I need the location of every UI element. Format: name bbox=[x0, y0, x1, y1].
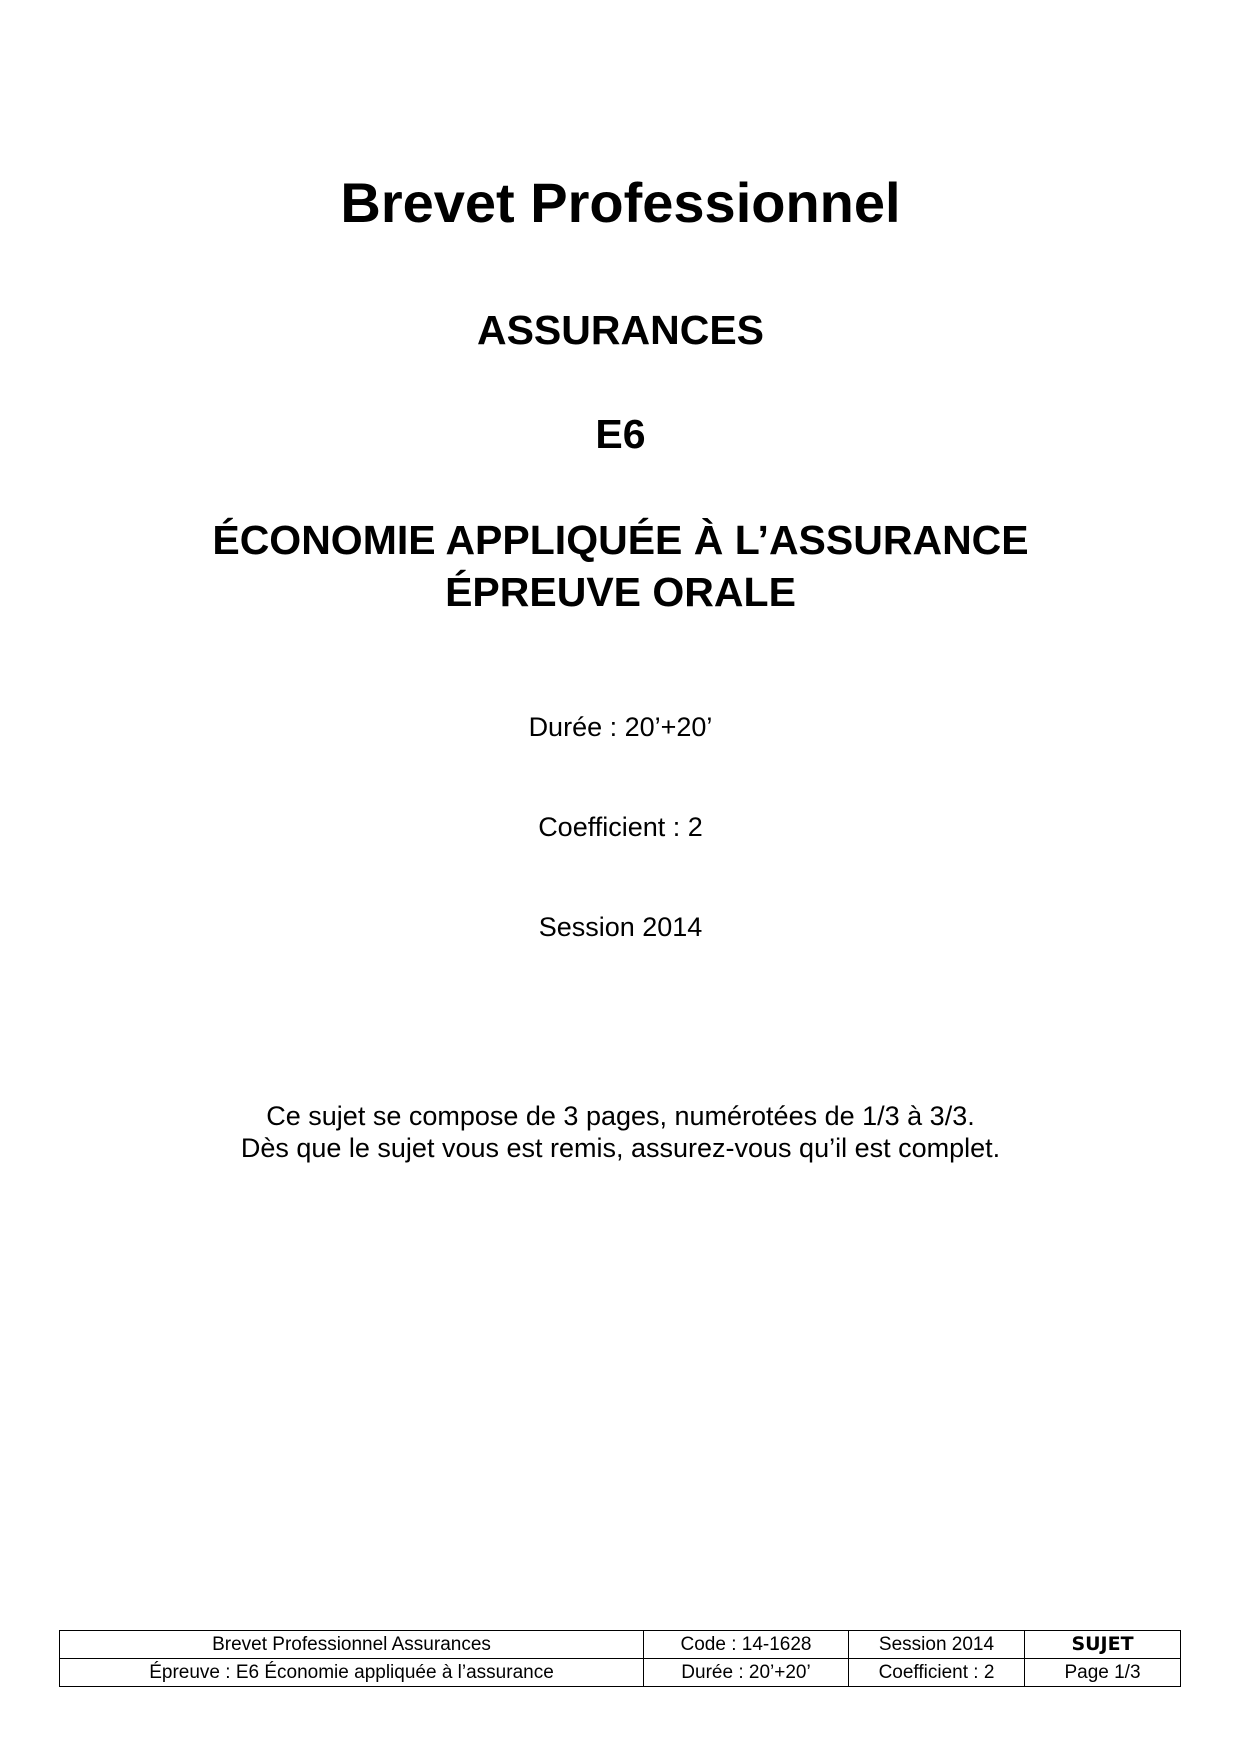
document-title: Brevet Professionnel bbox=[340, 171, 901, 234]
exam-heading bbox=[0, 514, 1241, 618]
page-notice-line1: Ce sujet se compose de 3 pages, numérotées de 1/3 à 3/3. bbox=[266, 1101, 975, 1131]
footer-session: Session 2014 bbox=[849, 1631, 1025, 1659]
footer-row bbox=[60, 1659, 1181, 1687]
exam-coefficient: Coefficient : 2 bbox=[538, 812, 703, 842]
exam-heading-line1: ÉCONOMIE APPLIQUÉE À L’ASSURANCE bbox=[212, 517, 1029, 563]
footer-row bbox=[60, 1631, 1181, 1659]
footer-coefficient: Coefficient : 2 bbox=[849, 1659, 1025, 1687]
document-subtitle: ASSURANCES bbox=[476, 307, 765, 353]
footer-course: Brevet Professionnel Assurances bbox=[60, 1631, 644, 1659]
page-notice bbox=[0, 1100, 1241, 1164]
footer-type: SUJET bbox=[1025, 1631, 1181, 1659]
exam-duration: Durée : 20’+20’ bbox=[528, 712, 713, 742]
exam-session: Session 2014 bbox=[538, 912, 703, 942]
page-notice-line2: Dès que le sujet vous est remis, assurez-vous qu’il est complet. bbox=[240, 1133, 1001, 1163]
exam-heading-line2: ÉPREUVE ORALE bbox=[445, 569, 796, 615]
footer-code: Code : 14-1628 bbox=[644, 1631, 849, 1659]
footer-duration: Durée : 20’+20’ bbox=[644, 1659, 849, 1687]
footer-page-number: Page 1/3 bbox=[1025, 1659, 1181, 1687]
footer-exam: Épreuve : E6 Économie appliquée à l’assurance bbox=[60, 1659, 644, 1687]
exam-code: E6 bbox=[595, 411, 646, 457]
footer-table bbox=[59, 1630, 1181, 1687]
